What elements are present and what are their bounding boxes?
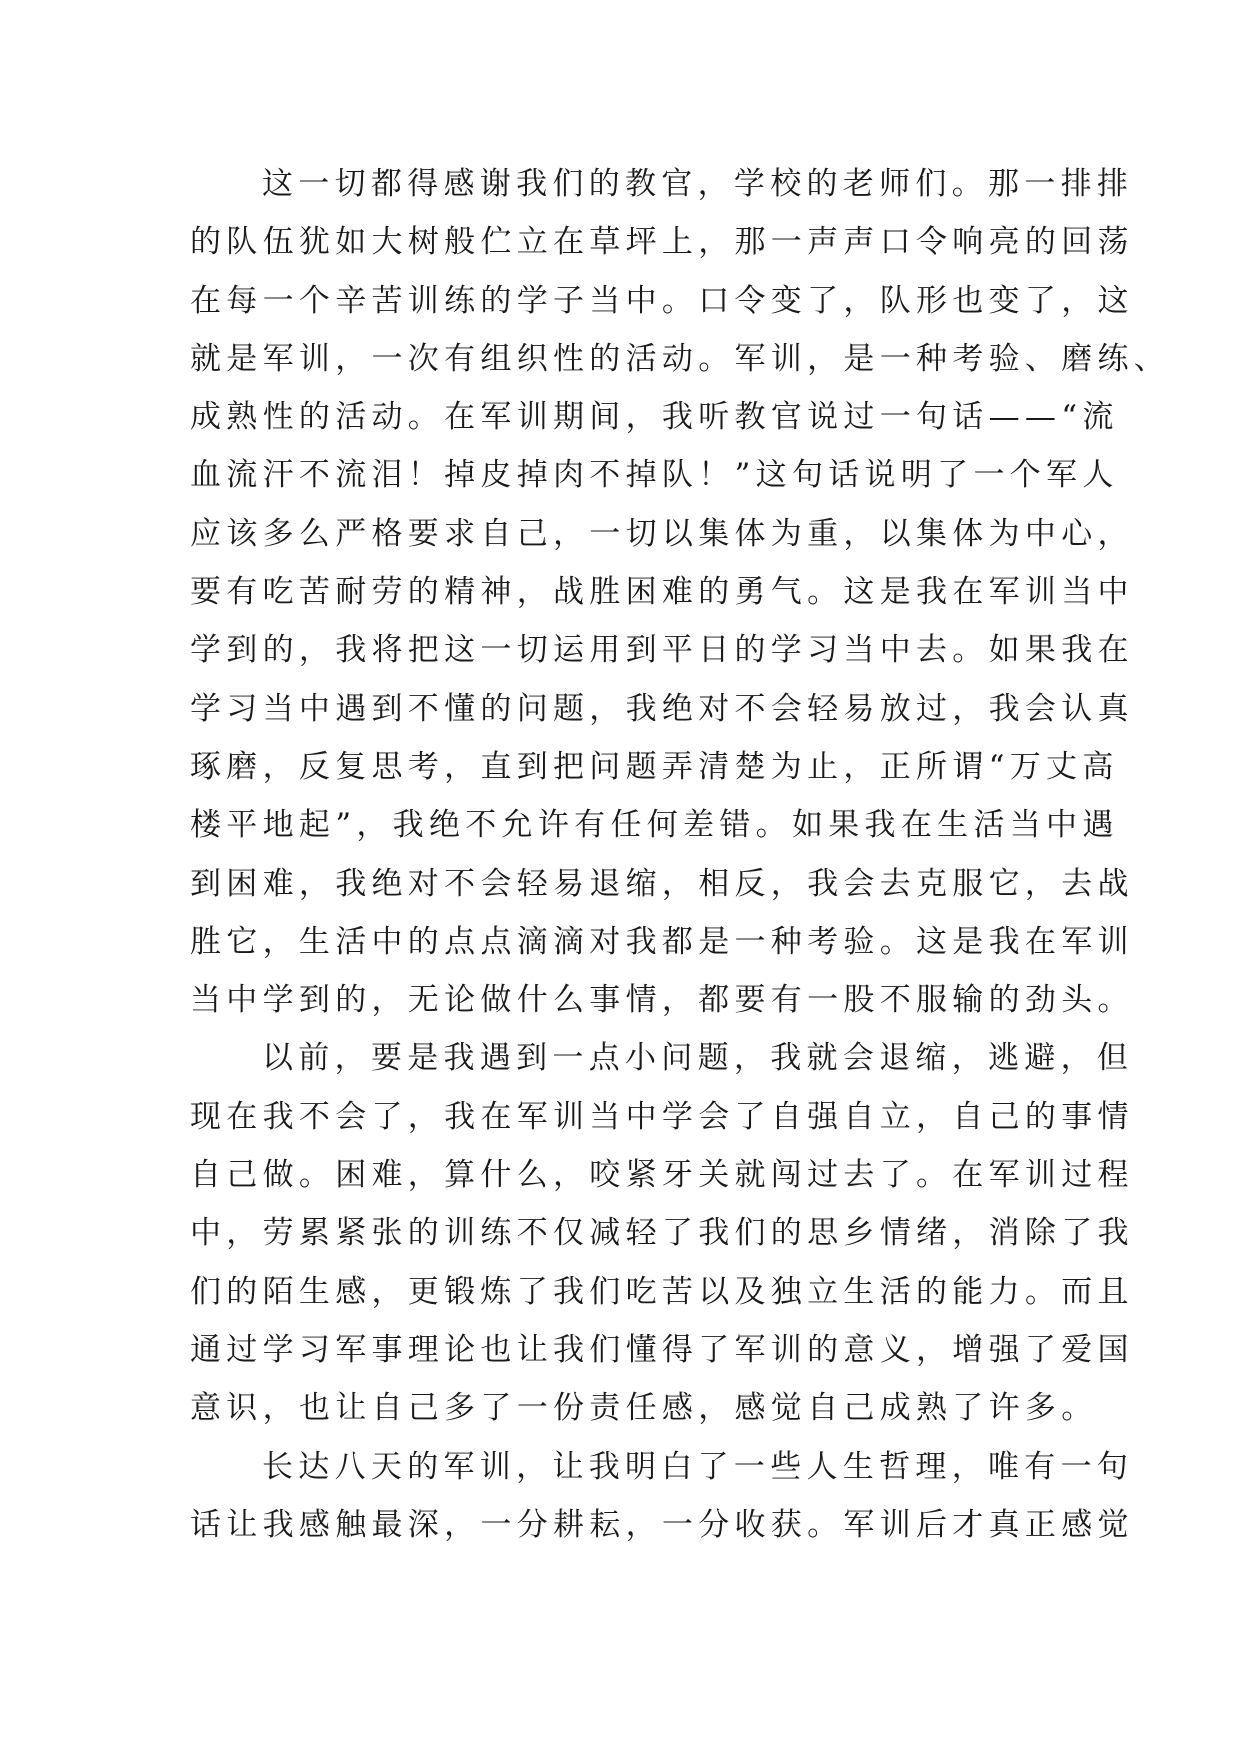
text-line: 学习当中遇到不懂的问题，我绝对不会轻易放过，我会认真 (190, 690, 1134, 727)
text-line: 在每一个辛苦训练的学子当中。口令变了，队形也变了，这 (190, 282, 1134, 319)
text-line: 们的陌生感，更锻炼了我们吃苦以及独立生活的能力。而且 (190, 1273, 1134, 1310)
text-line: 以前，要是我遇到一点小问题，我就会退缩，逃避，但 (262, 1040, 1134, 1077)
text-line: 到困难，我绝对不会轻易退缩，相反，我会去克服它，去战 (190, 865, 1134, 902)
text-line: 就是军训，一次有组织性的活动。军训，是一种考验、磨练、 (190, 340, 1171, 377)
text-line: 要有吃苦耐劳的精神，战胜困难的勇气。这是我在军训当中 (190, 574, 1134, 611)
document-body (190, 155, 1171, 1554)
text-line: 现在我不会了，我在军训当中学会了自强自立，自己的事情 (190, 1098, 1134, 1135)
paragraph-2 (190, 1029, 1134, 1437)
text-line: 应该多么严格要求自己，一切以集体为重，以集体为中心， (190, 515, 1134, 552)
paragraph-3 (190, 1438, 1134, 1555)
text-line: 楼平地起”，我绝不允许有任何差错。如果我在生活当中遇 (190, 807, 1119, 844)
text-line: 这一切都得感谢我们的教官，学校的老师们。那一排排 (262, 166, 1134, 202)
text-line: 当中学到的，无论做什么事情，都要有一股不服输的劲头。 (190, 982, 1134, 1019)
paragraph-1 (190, 155, 1171, 1029)
text-line: 话让我感触最深，一分耕耘，一分收获。军训后才真正感觉 (190, 1506, 1134, 1543)
text-line: 长达八天的军训，让我明白了一些人生哲理，唯有一句 (262, 1448, 1134, 1485)
text-line: 琢磨，反复思考，直到把问题弄清楚为止，正所谓“万丈高 (190, 748, 1119, 785)
text-line: 成熟性的活动。在军训期间，我听教官说过一句话——“流 (190, 399, 1119, 436)
text-line: 自己做。困难，算什么，咬紧牙关就闯过去了。在军训过程 (190, 1157, 1134, 1194)
text-line: 的队伍犹如大树般伫立在草坪上，那一声声口令响亮的回荡 (190, 224, 1134, 261)
text-line: 通过学习军事理论也让我们懂得了军训的意义，增强了爱国 (190, 1331, 1134, 1368)
text-line: 胜它，生活中的点点滴滴对我都是一种考验。这是我在军训 (190, 923, 1134, 960)
text-line: 意识，也让自己多了一份责任感，感觉自己成熟了许多。 (190, 1390, 1098, 1427)
text-line: 中，劳累紧张的训练不仅减轻了我们的思乡情绪，消除了我 (190, 1215, 1134, 1252)
text-line: 学到的，我将把这一切运用到平日的学习当中去。如果我在 (190, 632, 1134, 669)
text-line: 血流汗不流泪！掉皮掉肉不掉队！”这句话说明了一个军人 (190, 457, 1119, 494)
